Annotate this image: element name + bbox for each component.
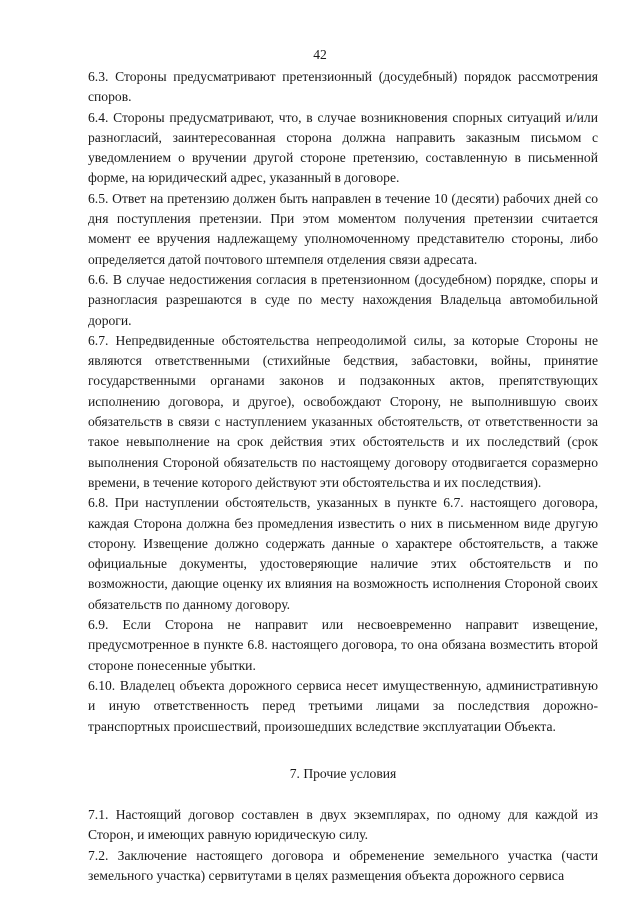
paragraph-7-1: 7.1. Настоящий договор составлен в двух экземплярах, по одному для каждой из Сторон, и имеющих равную юридическую силу. <box>88 807 598 843</box>
paragraph-6-9: 6.9. Если Сторона не направит или несвоевременно направит извещение, предусмотренное в пункте 6.8. настоящего договора, то она обязана возместить второй стороне понесенные убытки. <box>88 617 598 673</box>
paragraph-6-3: 6.3. Стороны предусматривают претензионный (досудебный) порядок рассмотрения споров. <box>88 69 598 105</box>
paragraph-6-8: 6.8. При наступлении обстоятельств, указанных в пункте 6.7. настоящего договора, каждая Сторона должна без промедления известить о них в письменном виде другую сторону. Извещение должно содержать данные о характере обстоятельств, а также официальные документы, удостоверяющие наличие этих обстоятельств и по возможности, дающие оценку их влияния на возможность исполнения Стороной своих обязательств по данному договору. <box>88 495 598 612</box>
paragraph-6-10: 6.10. Владелец объекта дорожного сервиса несет имущественную, административную и иную ответственность перед третьими лицами за последствия дорожно-транспортных происшествий, произошедших вследствие эксплуатации Объекта. <box>88 677 598 734</box>
paragraph-6-7: 6.7. Непредвиденные обстоятельства непреодолимой силы, за которые Стороны не являются ответственными (стихийные бедствия, забастовки, войны, принятие государственными органами законов и подзаконных актов, препятствующих исполнению договора, и другое), освобождают Сторону, не выполнившую своих обязательств в связи с наступлением указанных обстоятельств, от ответственности за такое невыполнение на срок действия этих обстоятельств и их последствий (срок выполнения Стороной обязательств по настоящему договору отодвигается соразмерно времени, в течение которого действуют эти обстоятельства и их последствия). <box>88 332 598 490</box>
paragraph-6-6: 6.6. В случае недостижения согласия в претензионном (досудебном) порядке, споры и разногласия разрешаются в суде по месту нахождения Владельца автомобильной дороги. <box>88 271 598 328</box>
paragraph-6-4: 6.4. Стороны предусматривают, что, в случае возникновения спорных ситуаций и/или разногласий, заинтересованная сторона должна направить заказным письмом с уведомлением о вручении другой стороне претензию, составленную в письменной форме, на юридический адрес, указанный в договоре. <box>88 109 598 186</box>
paragraph-6-5: 6.5. Ответ на претензию должен быть направлен в течение 10 (десяти) рабочих дней со дня поступления претензии. При этом моментом получения претензии считается момент ее вручения надлежащему уполномоченному представителю стороны, либо определяется датой почтового штемпеля отделения связи адресата. <box>88 190 598 267</box>
section-heading: 7. Прочие условия <box>289 765 397 781</box>
page-number: 42 <box>313 47 327 62</box>
paragraph-7-2: 7.2. Заключение настоящего договора и обременение земельного участка (части земельного участка) сервитутами в целях размещения объекта дорожного сервиса <box>88 847 598 883</box>
document-body <box>88 67 598 886</box>
